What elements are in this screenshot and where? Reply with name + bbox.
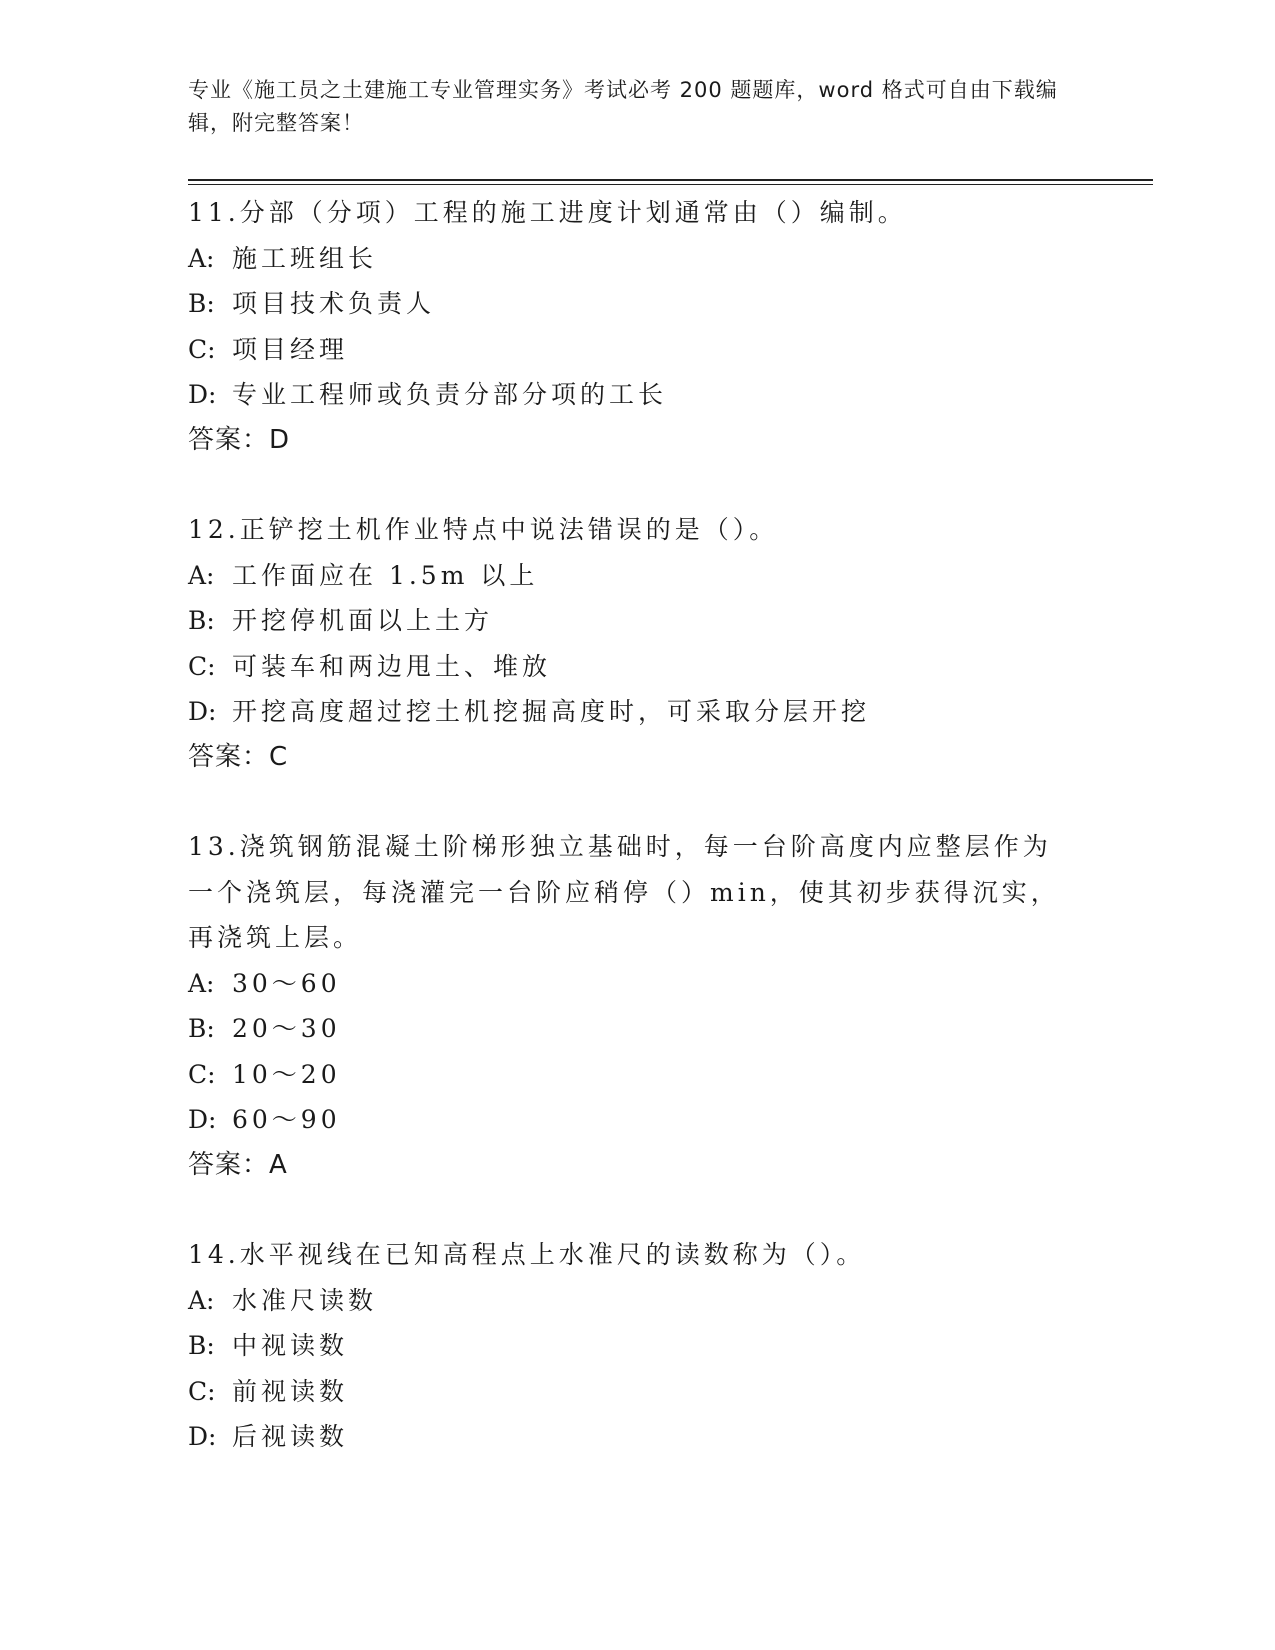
- option-c: [188, 327, 1078, 373]
- option-text: 30～60: [232, 968, 341, 998]
- option-d: [188, 689, 1078, 735]
- question-14: [188, 1232, 1078, 1460]
- option-b: [188, 281, 1078, 327]
- option-b: [188, 1006, 1078, 1052]
- option-b: [188, 1323, 1078, 1369]
- answer: 答案：A: [188, 1149, 288, 1180]
- option-key: B:: [188, 289, 215, 318]
- document-intro: 专业《施工员之土建施工专业管理实务》考试必考 200 题题库，word 格式可自由下载编辑，附完整答案！: [188, 78, 1058, 135]
- option-key: D:: [188, 380, 217, 409]
- option-d: [188, 372, 1078, 418]
- option-c: [188, 644, 1078, 690]
- option-key: C:: [188, 1059, 216, 1089]
- question-stem: 12.正铲挖土机作业特点中说法错误的是（）。: [188, 515, 779, 544]
- option-key: A:: [188, 243, 215, 273]
- option-d: [188, 1414, 1078, 1460]
- question-list: [188, 190, 1078, 1504]
- option-key: C:: [188, 334, 216, 364]
- option-text: 开挖停机面以上土方: [232, 606, 494, 635]
- option-text: 中视读数: [232, 1331, 349, 1360]
- option-b: [188, 598, 1078, 644]
- question-stem: 11.分部（分项）工程的施工进度计划通常由（）编制。: [188, 198, 907, 227]
- answer: 答案：C: [188, 741, 289, 772]
- option-a: [188, 1278, 1078, 1324]
- option-text: 项目技术负责人: [232, 289, 436, 318]
- option-key: C:: [188, 651, 216, 681]
- option-text: 工作面应在 1.5m 以上: [232, 560, 539, 590]
- option-text: 施工班组长: [232, 243, 378, 273]
- option-key: B:: [188, 1331, 215, 1360]
- option-a: [188, 553, 1078, 599]
- option-text: 10～20: [232, 1059, 341, 1089]
- option-key: D:: [188, 697, 217, 726]
- option-key: A:: [188, 968, 215, 998]
- option-text: 60～90: [232, 1105, 341, 1134]
- option-key: D:: [188, 1422, 217, 1451]
- option-text: 项目经理: [232, 334, 349, 364]
- option-text: 水准尺读数: [232, 1285, 378, 1315]
- question-stem: 13.浇筑钢筋混凝土阶梯形独立基础时，每一台阶高度内应整层作为一个浇筑层，每浇灌完一台阶应稍停（）min，使其初步获得沉实，再浇筑上层。: [188, 832, 1060, 952]
- question-12: [188, 507, 1078, 780]
- option-key: A:: [188, 1285, 215, 1315]
- option-d: [188, 1097, 1078, 1143]
- option-key: D:: [188, 1105, 217, 1134]
- question-13: [188, 824, 1078, 1188]
- option-c: [188, 1369, 1078, 1415]
- option-text: 前视读数: [232, 1376, 349, 1406]
- option-a: [188, 961, 1078, 1007]
- header-divider-thick: [188, 179, 1153, 181]
- option-text: 可装车和两边甩土、堆放: [232, 651, 552, 681]
- option-text: 专业工程师或负责分部分项的工长: [232, 380, 668, 409]
- option-a: [188, 236, 1078, 282]
- answer: 答案：D: [188, 424, 291, 455]
- option-c: [188, 1052, 1078, 1098]
- option-key: B:: [188, 606, 215, 635]
- option-key: B:: [188, 1014, 215, 1043]
- option-key: A:: [188, 560, 215, 590]
- option-text: 开挖高度超过挖土机挖掘高度时，可采取分层开挖: [232, 697, 871, 726]
- option-text: 20～30: [232, 1014, 341, 1043]
- question-11: [188, 190, 1078, 463]
- question-stem: 14.水平视线在已知高程点上水准尺的读数称为（）。: [188, 1240, 866, 1269]
- option-text: 后视读数: [232, 1422, 349, 1451]
- header-divider-thin: [188, 184, 1153, 185]
- option-key: C:: [188, 1376, 216, 1406]
